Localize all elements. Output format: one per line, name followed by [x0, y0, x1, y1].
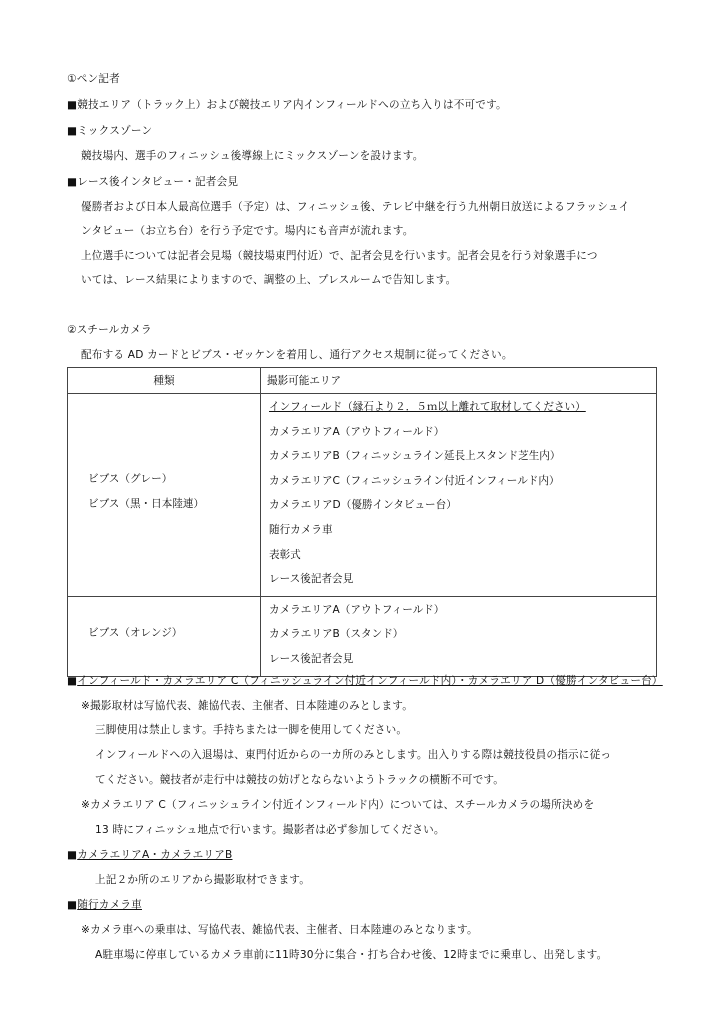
interview-text-line: ンタビュー（お立ち台）を行う予定です。場内にも音声が流れます。: [81, 225, 414, 237]
section-camera-title: ②スチールカメラ: [67, 324, 152, 336]
camera-intro: 配布する AD カードとビブス・ゼッケンを着用し、通行アクセス規制に従ってください。: [81, 349, 513, 361]
area-item: レース後記者会見: [269, 573, 354, 586]
area-item: カメラエリアB（フィニッシュライン延長上スタンド芝生内）: [269, 450, 561, 463]
interview-text-line: いては、レース結果によりますので、調整の上、プレスルームで告知します。: [81, 274, 457, 286]
kind-label: ビブス（グレー）: [88, 473, 173, 485]
area-item: レース後記者会見: [269, 652, 354, 665]
camera-car-heading: ■随行カメラ車: [67, 899, 142, 911]
area-ab-heading: ■カメラエリアA・カメラエリアB: [67, 849, 233, 861]
area-item: カメラエリアB（スタンド）: [269, 628, 404, 641]
camera-car-note: ※カメラ車への乗車は、写協代表、雑協代表、主催者、日本陸連のみとなります。: [81, 924, 478, 936]
interview-text-line: 上位選手については記者会見場（競技場東門付近）で、記者会見を行います。記者会見を行う対象選手につ: [81, 250, 598, 262]
table-header-row: [68, 368, 657, 394]
area-item: 表彰式: [269, 548, 301, 561]
table-row: [68, 596, 657, 676]
camera-area-table: [67, 367, 657, 677]
header-kind: 種類: [68, 368, 261, 394]
camera-car-heading-text: 随行カメラ車: [77, 899, 142, 911]
kind-cell: [68, 596, 261, 676]
infield-note: てください。競技者が走行中は競技の妨げとならないようトラックの横断不可です。: [95, 774, 505, 786]
kind-label: ビブス（オレンジ）: [88, 626, 183, 639]
interview-text-line: 優勝者および日本人最高位選手（予定）は、フィニッシュ後、テレビ中継を行う九州朝日放送によるフラッシュイ: [81, 201, 630, 213]
infield-note: インフィールドへの入退場は、東門付近からの一カ所のみとします。出入りする際は競技役員の指示に従っ: [95, 749, 612, 761]
area-item: 随行カメラ車: [269, 523, 333, 536]
mixed-zone-text: 競技場内、選手のフィニッシュ後導線上にミックスゾーンを設けます。: [81, 150, 424, 162]
interview-heading: ■レース後インタビュー・記者会見: [67, 176, 239, 188]
area-item: カメラエリアC（フィニッシュライン付近インフィールド内）: [269, 474, 560, 487]
table-row: [68, 394, 657, 597]
infield-note: ※カメラエリア C（フィニッシュライン付近インフィールド内）については、スチールカメラの場所決めを: [81, 799, 595, 811]
infield-note: 三脚使用は禁止します。手持ちまたは一脚を使用してください。: [95, 724, 408, 736]
kind-cell: [68, 394, 261, 597]
area-ab-heading-text: カメラエリアA・カメラエリアB: [77, 849, 233, 861]
mixed-zone-heading: ■ミックスゾーン: [67, 125, 153, 137]
rule-infield-no-entry: ■競技エリア（トラック上）および競技エリア内インフィールドへの立ち入りは不可です。: [67, 99, 507, 111]
area-item: カメラエリアA（アウトフィールド）: [269, 603, 445, 616]
camera-car-note: A駐車場に停車しているカメラ車前に11時30分に集合・打ち合わせ後、12時までに乗車し、出発します。: [95, 949, 608, 961]
section-pen-title: ①ペン記者: [67, 73, 120, 85]
area-ab-text: 上記２か所のエリアから撮影取材できます。: [95, 874, 311, 886]
infield-heading: ■インフィールド・カメラエリア C（フィニッシュライン付近インフィールド内）・カメラエリア D（優勝インタビュー台）: [67, 675, 663, 687]
infield-note: 13 時にフィニッシュ地点で行います。撮影者は必ず参加してください。: [95, 824, 445, 836]
area-cell: [261, 394, 657, 597]
kind-label: ビブス（黒・日本陸連）: [88, 498, 205, 510]
infield-note: ※撮影取材は写協代表、雑協代表、主催者、日本陸連のみとします。: [81, 700, 414, 712]
area-item: インフィールド（縁石より２．５ｍ以上離れて取材してください）: [269, 401, 586, 413]
area-item: カメラエリアA（アウトフィールド）: [269, 425, 445, 438]
infield-heading-text: インフィールド・カメラエリア C（フィニッシュライン付近インフィールド内）・カメラエリア D（優勝インタビュー台）: [77, 675, 663, 687]
area-cell: [261, 596, 657, 676]
header-area: 撮影可能エリア: [261, 368, 657, 394]
area-item: カメラエリアD（優勝インタビュー台）: [269, 499, 457, 512]
